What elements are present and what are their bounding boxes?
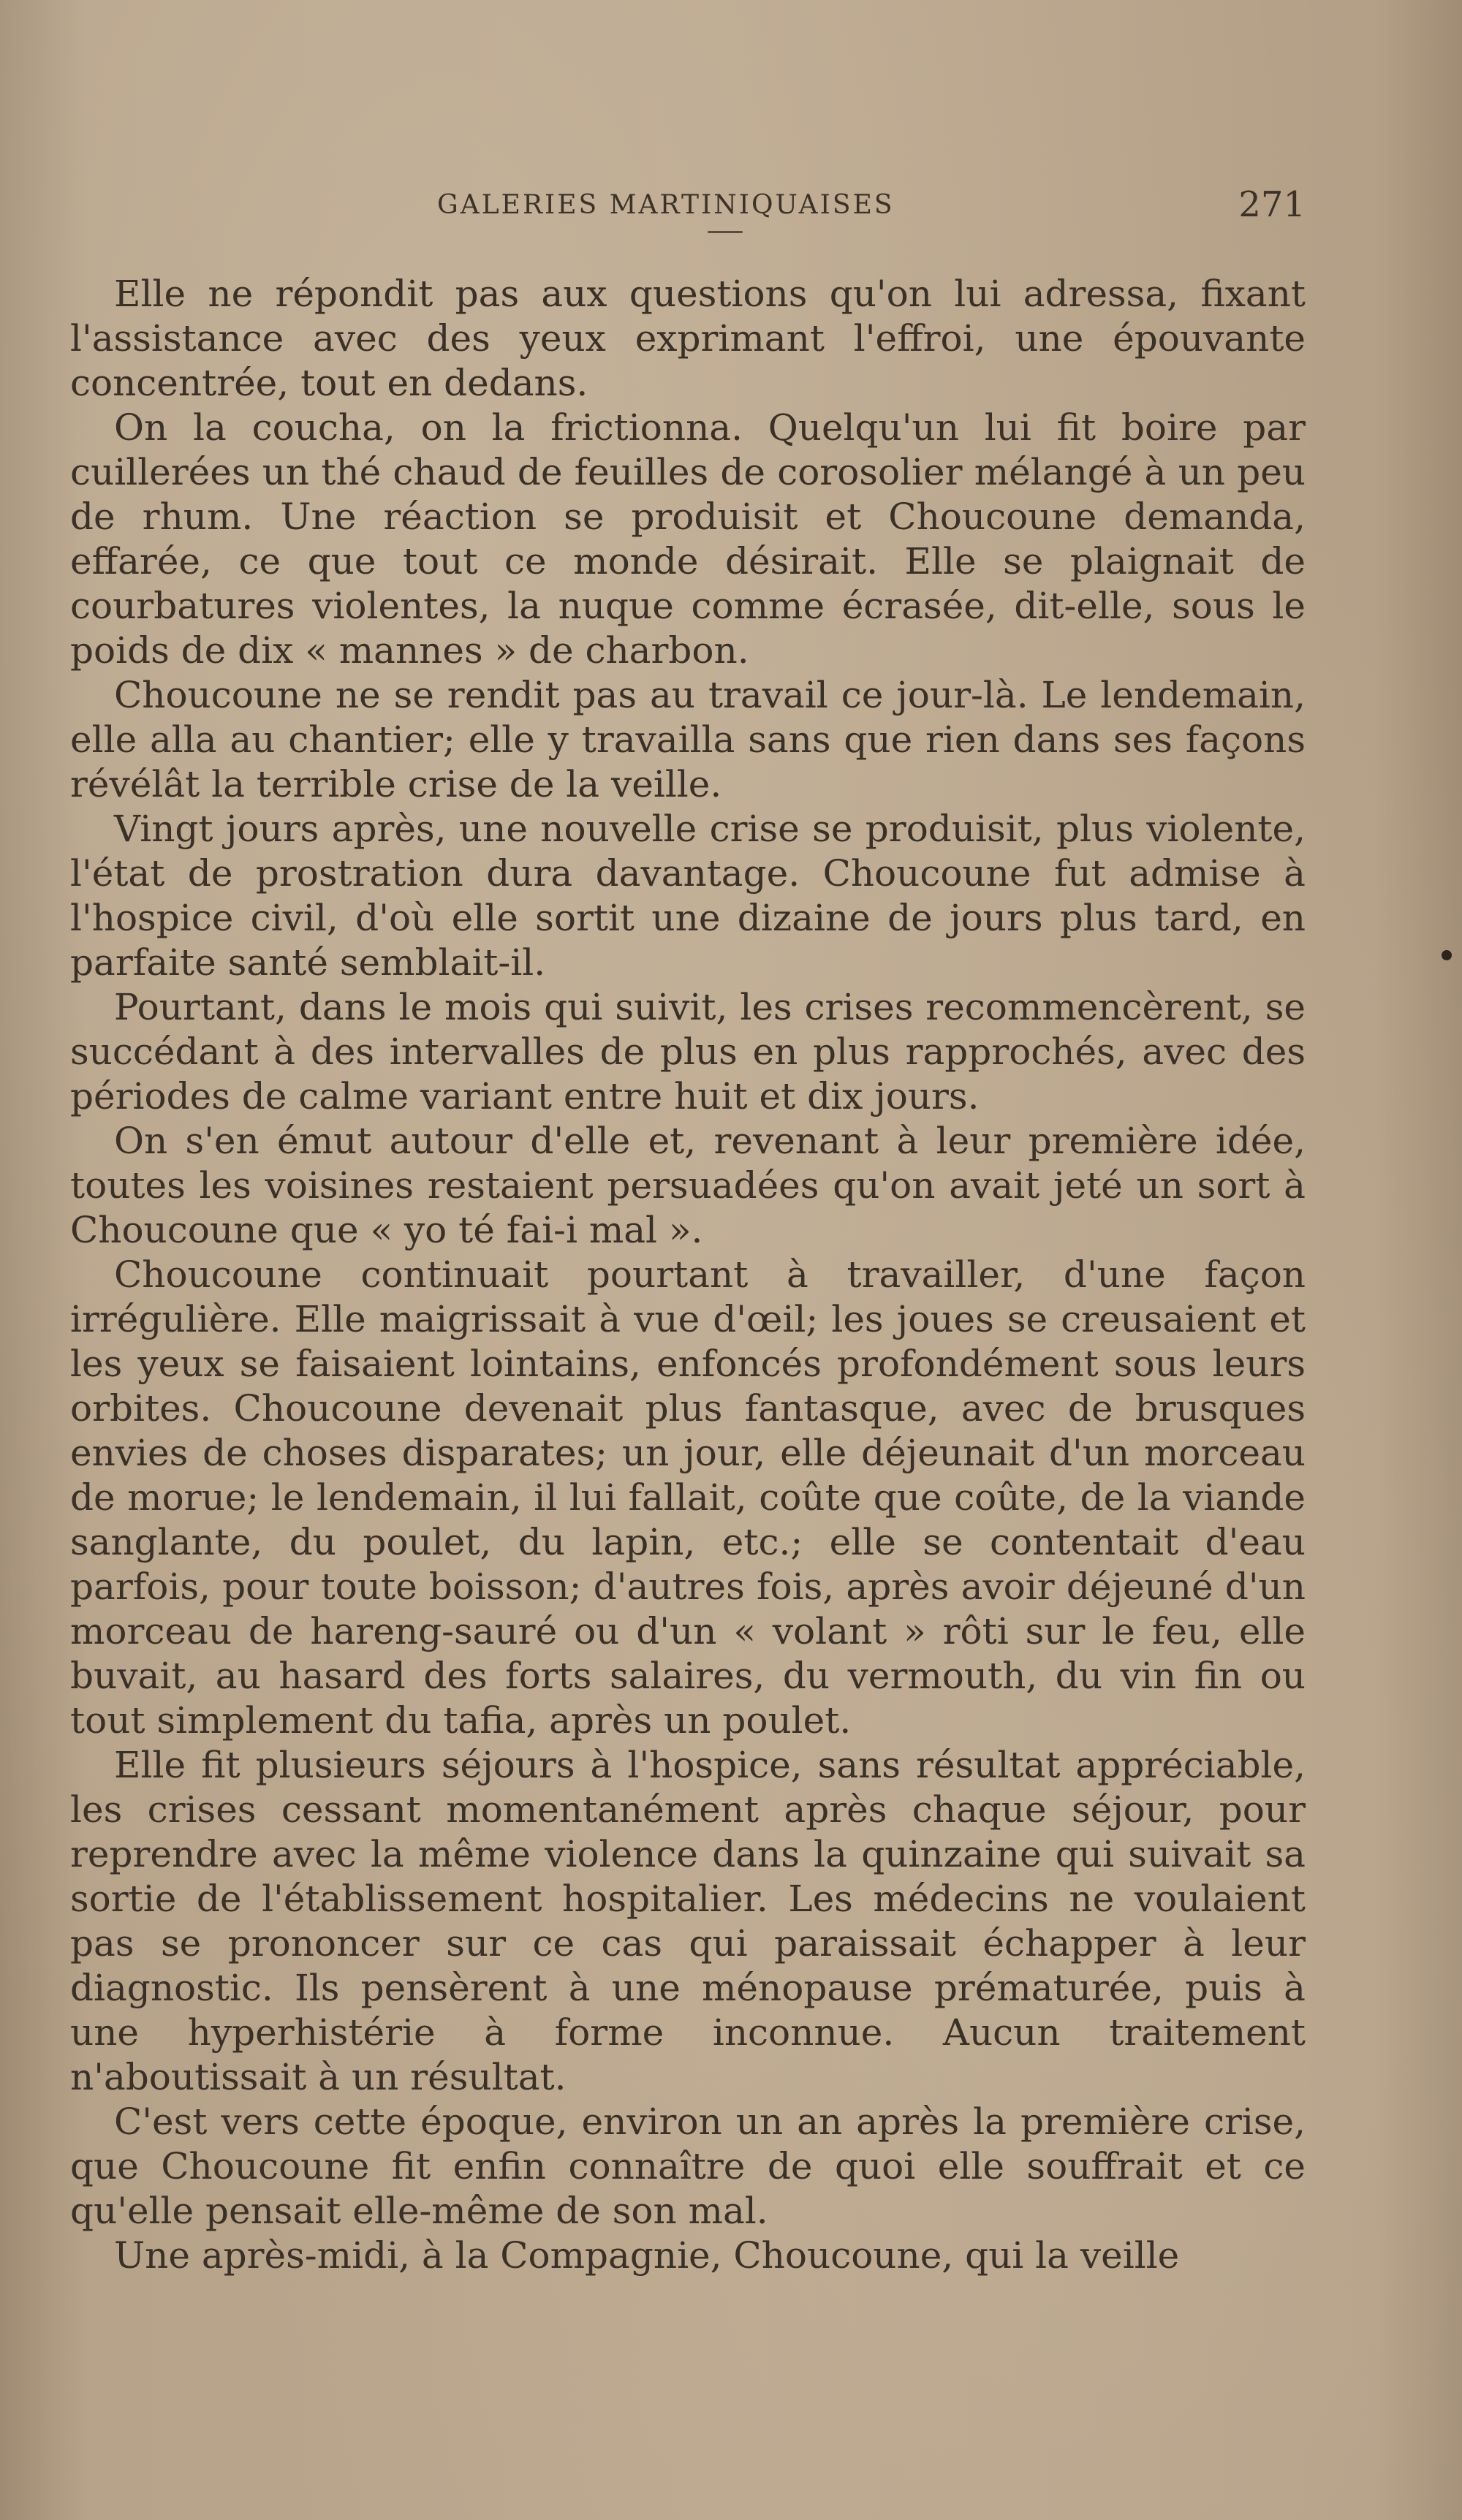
paragraph: C'est vers cette époque, environ un an après la première crise, que Choucoune fit enfin connaître de quoi elle souffrait et ce qu'elle pensait elle-même de son mal. [70,2100,1306,2232]
paragraph: Choucoune continuait pourtant à travailler, d'une façon irrégulière. Elle maigrissait à vue d'œil; les joues se creusaient et les yeux se faisaient lointains, enfoncés profondément sous leurs orbites. Choucoune devenait plus fantasque, avec de brusques envies de choses disparates; un jour, elle déjeunait d'un morceau de morue; le lendemain, il lui fallait, coûte que coûte, de la viande sanglante, du poulet, du lapin, etc.; elle se contentait d'eau parfois, pour toute boisson; d'autres fois, après avoir déjeuné d'un morceau de hareng-sauré ou d'un « volant » rôti sur le feu, elle buvait, au hasard des forts salaires, du vermouth, du vin fin ou tout simplement du tafia, après un poulet. [70,1253,1306,1742]
paragraph: On s'en émut autour d'elle et, revenant à leur première idée, toutes les voisines restaient persuadées qu'on avait jeté un sort à Choucoune que « yo té fai-i mal ». [70,1120,1306,1251]
paragraph: On la coucha, on la frictionna. Quelqu'un lui fit boire par cuillerées un thé chaud de feuilles de corosolier mélangé à un peu de rhum. Une réaction se produisit et Choucoune demanda, effarée, ce que tout ce monde désirait. Elle se plaignait de courbatures violentes, la nuque comme écrasée, dit-elle, sous le poids de dix « mannes » de charbon. [70,406,1306,672]
header-rule [708,231,743,233]
paragraph: Elle fit plusieurs séjours à l'hospice, sans résultat appréciable, les crises cessant momentanément après chaque séjour, pour reprendre avec la même violence dans la quinzaine qui suivait sa sortie de l'établissement hospitalier. Les médecins ne voulaient pas se prononcer sur ce cas qui paraissait échapper à leur diagnostic. Ils pensèrent à une ménopause prématurée, puis à une hyperhistérie à forme inconnue. Aucun traitement n'aboutissait à un résultat. [70,1744,1306,2098]
paragraph: Elle ne répondit pas aux questions qu'on lui adressa, fixant l'assistance avec des yeux exprimant l'effroi, une épouvante concentrée, tout en dedans. [70,273,1306,404]
paragraph: Pourtant, dans le mois qui suivit, les crises recommencèrent, se succédant à des intervalles de plus en plus rapprochés, avec des périodes de calme variant entre huit et dix jours. [70,986,1306,1117]
ink-spot [1442,950,1452,960]
page-number: 271 [1238,184,1306,225]
paragraph: Une après-midi, à la Compagnie, Choucoune, qui la veille [114,2234,1180,2277]
paragraph: Choucoune ne se rendit pas au travail ce jour-là. Le lendemain, elle alla au chantier; elle y travailla sans que rien dans ses façons révélât la terrible crise de la veille. [70,674,1306,805]
paragraph: Vingt jours après, une nouvelle crise se produisit, plus violente, l'état de prostration dura davantage. Choucoune fut admise à l'hospice civil, d'où elle sortit une dizaine de jours plus tard, en parfaite santé semblait-il. [70,808,1306,984]
running-head: GALERIES MARTINIQUAISES [437,190,895,220]
body-text [70,272,1306,2278]
page-header [70,184,1306,235]
